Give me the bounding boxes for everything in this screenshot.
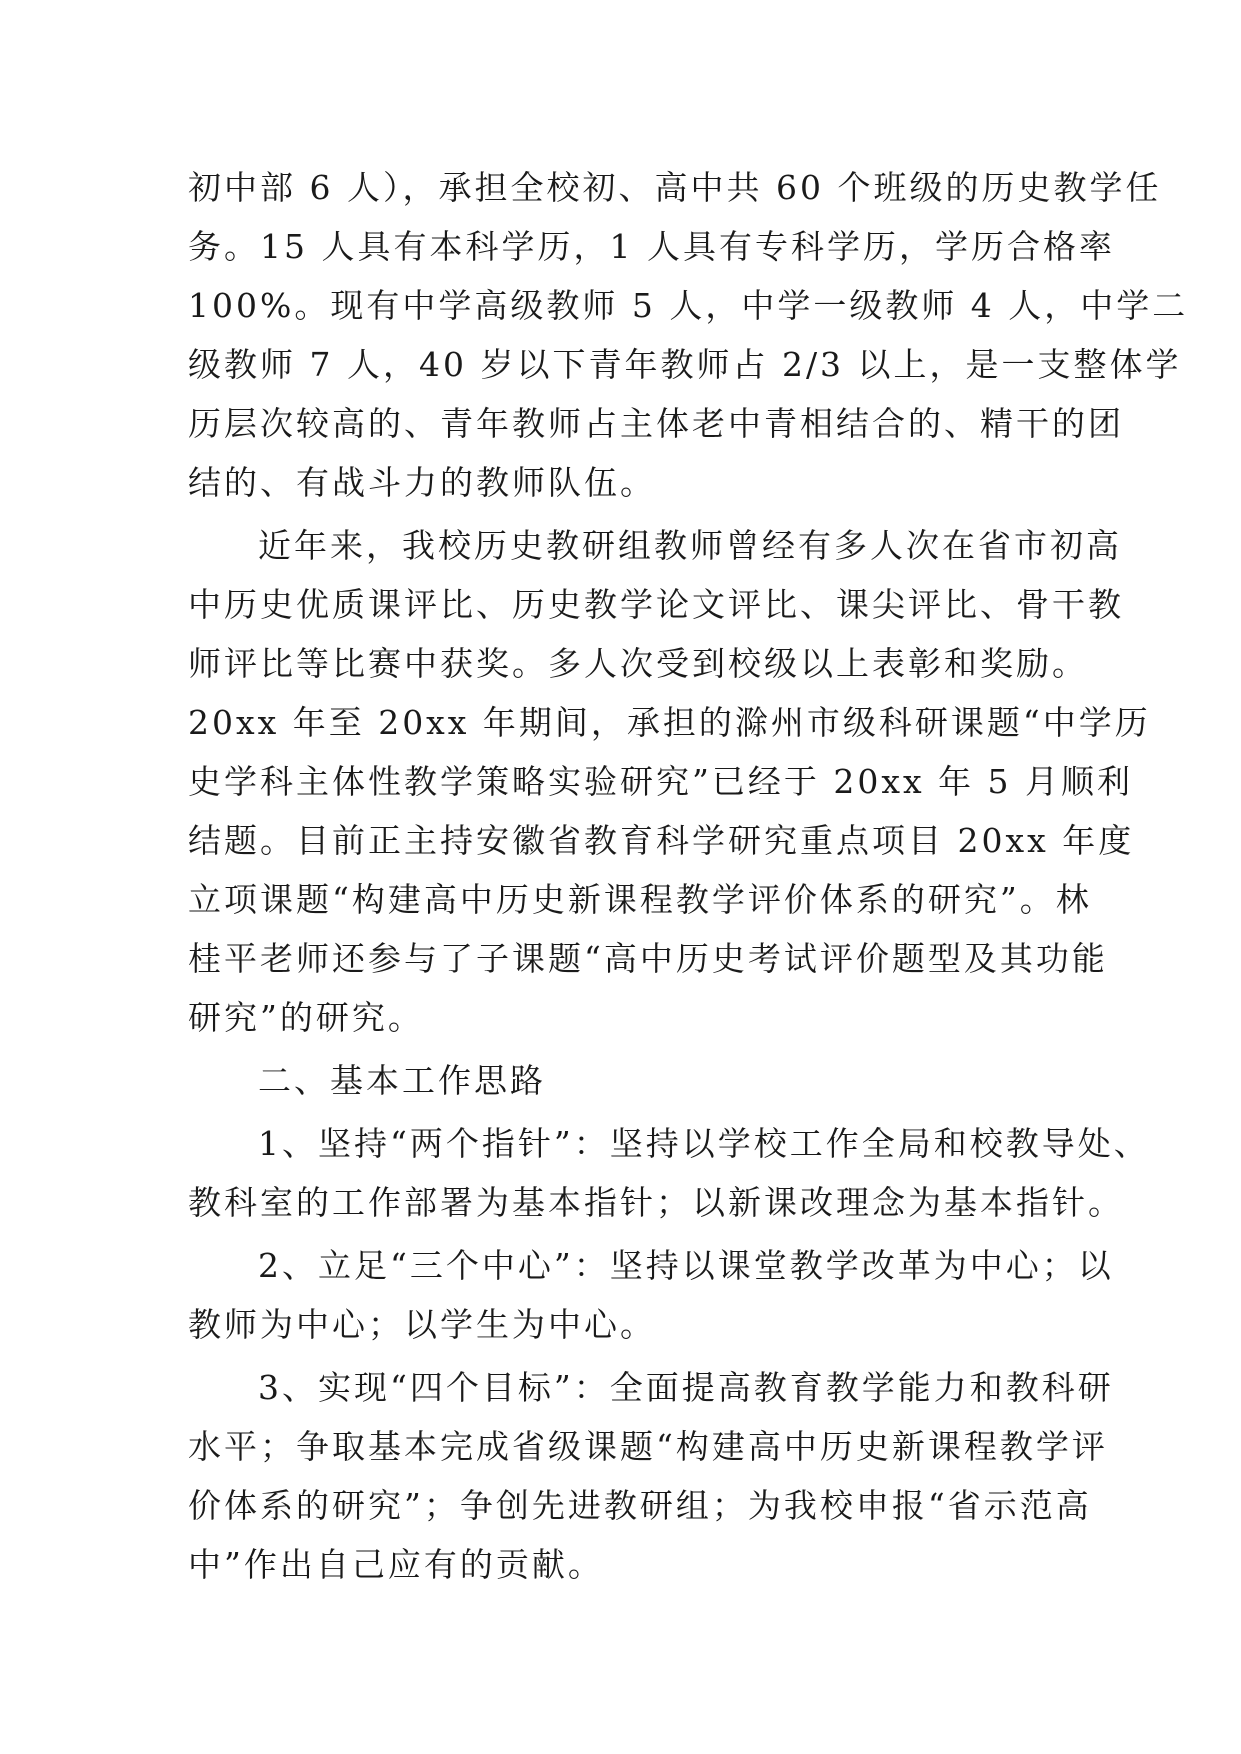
text-line: 结的、有战斗力的教师队伍。 [188,463,656,502]
paragraph-point-2 [188,1236,1114,1354]
text-line: 100%。现有中学高级教师 5 人，中学一级教师 4 人，中学二 [188,286,1189,325]
heading-line: 二、基本工作思路 [258,1061,546,1100]
paragraph-point-3 [188,1358,1114,1594]
text-line: 2、立足“三个中心”：坚持以课堂教学改革为中心；以 [258,1246,1114,1285]
text-line: 教科室的工作部署为基本指针；以新课改理念为基本指针。 [188,1183,1124,1222]
text-line: 价体系的研究”；争创先进教研组；为我校申报“省示范高 [188,1486,1092,1525]
document-body [188,158,1189,1594]
text-line: 师评比等比赛中获奖。多人次受到校级以上表彰和奖励。 [188,644,1088,683]
section-heading [188,1051,1056,1110]
text-line: 水平；争取基本完成省级课题“构建高中历史新课程教学评 [188,1427,1108,1466]
paragraph-staff-overview [188,158,1189,512]
text-line: 务。15 人具有本科学历，1 人具有专科学历，学历合格率 [188,227,1115,266]
text-line: 历层次较高的、青年教师占主体老中青相结合的、精干的团 [188,404,1124,443]
paragraph-point-1 [188,1114,1150,1232]
text-line: 立项课题“构建高中历史新课程教学评价体系的研究”。林 [188,880,1092,919]
text-line: 1、坚持“两个指针”：坚持以学校工作全局和校教导处、 [258,1124,1150,1163]
text-line: 级教师 7 人，40 岁以下青年教师占 2/3 以上，是一支整体学 [188,345,1182,384]
text-line: 史学科主体性教学策略实验研究”已经于 20xx 年 5 月顺利 [188,762,1134,801]
text-line: 近年来，我校历史教研组教师曾经有多人次在省市初高 [258,526,1122,565]
text-line: 初中部 6 人），承担全校初、高中共 60 个班级的历史教学任 [188,168,1162,207]
text-line: 中”作出自己应有的贡献。 [188,1545,604,1584]
text-line: 桂平老师还参与了子课题“高中历史考试评价题型及其功能 [188,939,1108,978]
text-line: 中历史优质课评比、历史教学论文评比、课尖评比、骨干教 [188,585,1124,624]
text-line: 教师为中心；以学生为中心。 [188,1305,656,1344]
text-line: 3、实现“四个目标”：全面提高教育教学能力和教科研 [258,1368,1114,1407]
paragraph-achievements [188,516,1151,1047]
text-line: 20xx 年至 20xx 年期间，承担的滁州市级科研课题“中学历 [188,703,1151,742]
text-line: 研究”的研究。 [188,998,424,1037]
text-line: 结题。目前正主持安徽省教育科学研究重点项目 20xx 年度 [188,821,1135,860]
